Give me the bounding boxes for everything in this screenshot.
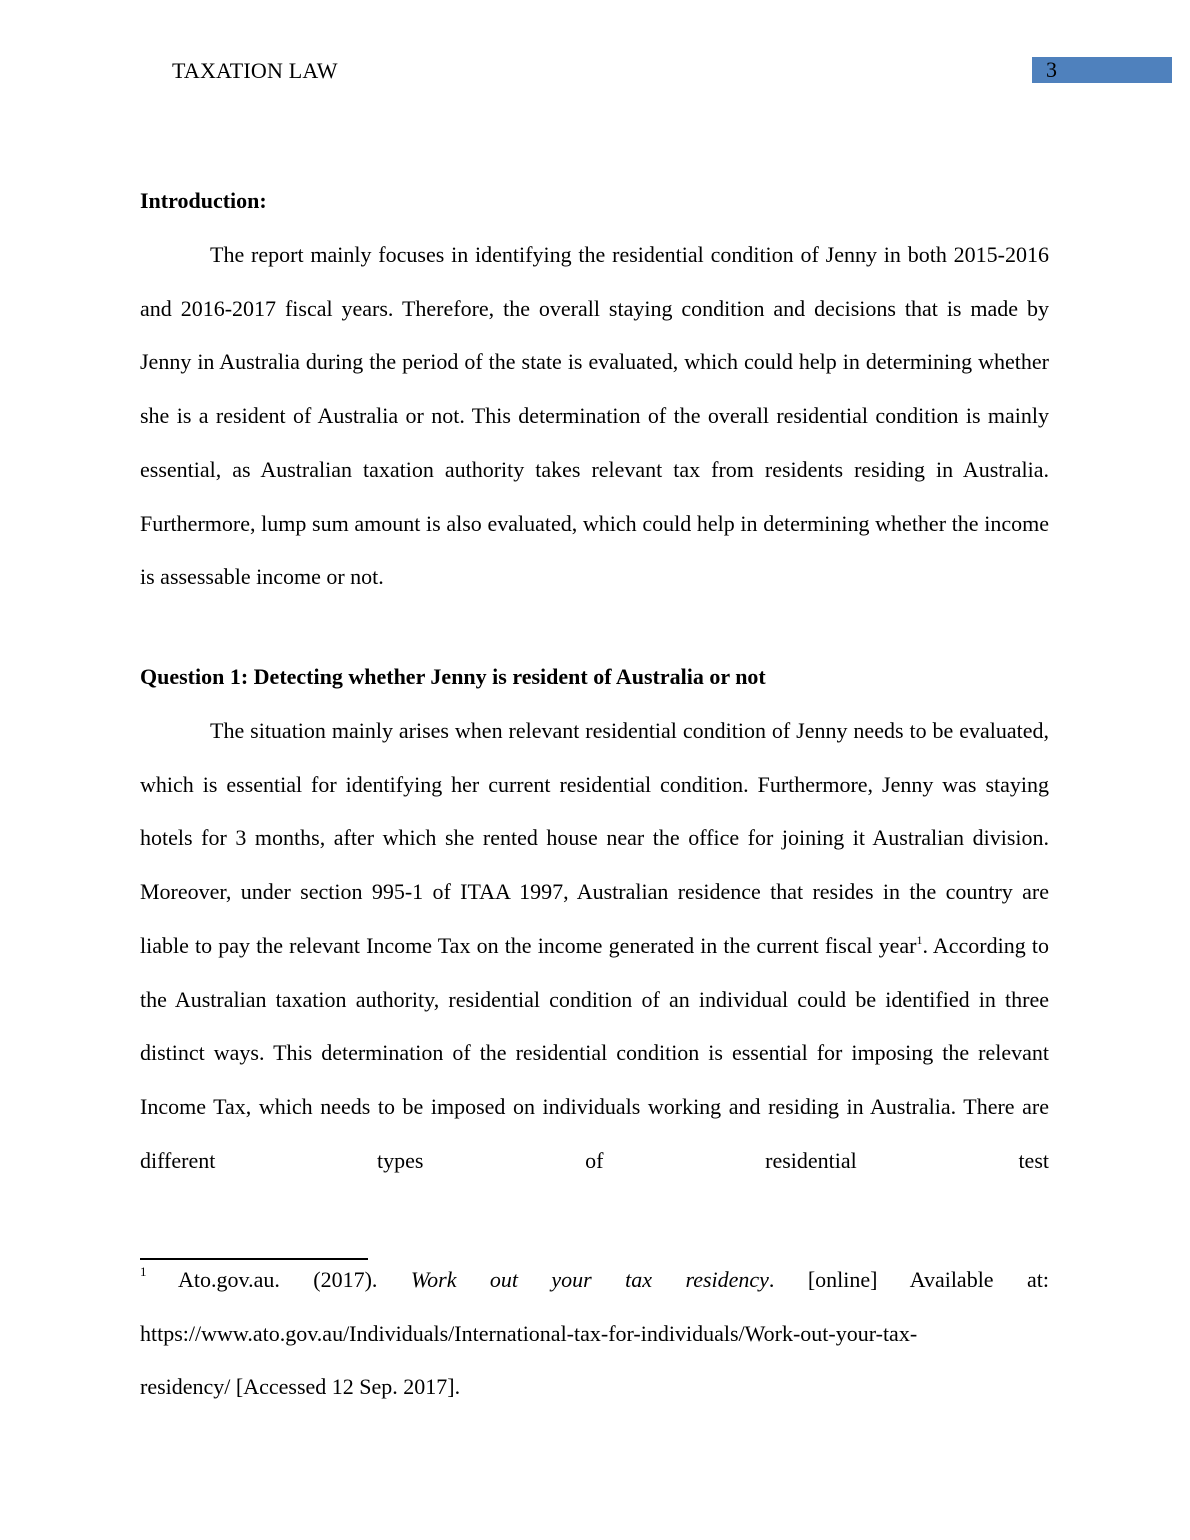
- question-1-text-part-1: The situation mainly arises when relevant residential condition of Jenny needs to be evaluated, which is essential for identifying her current residential condition. Furthermore, Jenny was staying hotels for 3 months, after which she rented house near the office for joining it Australian division. Moreover, under section 995-1 of ITAA 1997, Australian residence that resides in the country are liable to pay the relevant Income Tax on the income generated in the current fiscal year: [140, 718, 1049, 958]
- footnote: [140, 1253, 1049, 1414]
- footnote-reference: 1: [916, 932, 923, 947]
- question-1-heading: Question 1: Detecting whether Jenny is resident of Australia or not: [140, 664, 766, 689]
- footnote-line-1: 1 Ato.gov.au. (2017). Work out your tax residency. [online] Available at:: [140, 1264, 1049, 1292]
- page-number: 3: [1046, 57, 1057, 82]
- introduction-paragraph: The report mainly focuses in identifying the residential condition of Jenny in both 2015-2016 and 2016-2017 fiscal years. Therefore, the overall staying condition and decisions that is made by Jenny in Australia during the period of the state is evaluated, which could help in determining whether she is a resident of Australia or not. This determination of the overall residential condition is mainly essential, as Australian taxation authority takes relevant tax from residents residing in Australia. Furthermore, lump sum amount is also evaluated, which could help in determining whether the income is assessable income or not.: [140, 242, 1049, 590]
- question-1-paragraph: [140, 704, 1049, 1187]
- page-number-badge: [1032, 57, 1172, 83]
- introduction-heading: Introduction:: [140, 188, 267, 213]
- running-header-title: TAXATION LAW: [172, 58, 338, 83]
- footnote-url: https://www.ato.gov.au/Individuals/International-tax-for-individuals/Work-out-your-tax-: [140, 1320, 918, 1346]
- question-1-text-part-2: . According to the Australian taxation authority, residential condition of an individual could be identified in three distinct ways. This determination of the residential condition is essential for imposing the relevant Income Tax, which needs to be imposed on individuals working and residing in Australia. There are different types of residential test: [140, 932, 1049, 1173]
- footnote-after-title: . [online] Available at:: [768, 1267, 1049, 1292]
- footnote-source: Ato.gov.au. (2017).: [178, 1267, 378, 1292]
- footnote-url-end: residency/ [Accessed 12 Sep. 2017].: [140, 1374, 461, 1400]
- footnote-title: Work out your tax residency: [410, 1267, 769, 1292]
